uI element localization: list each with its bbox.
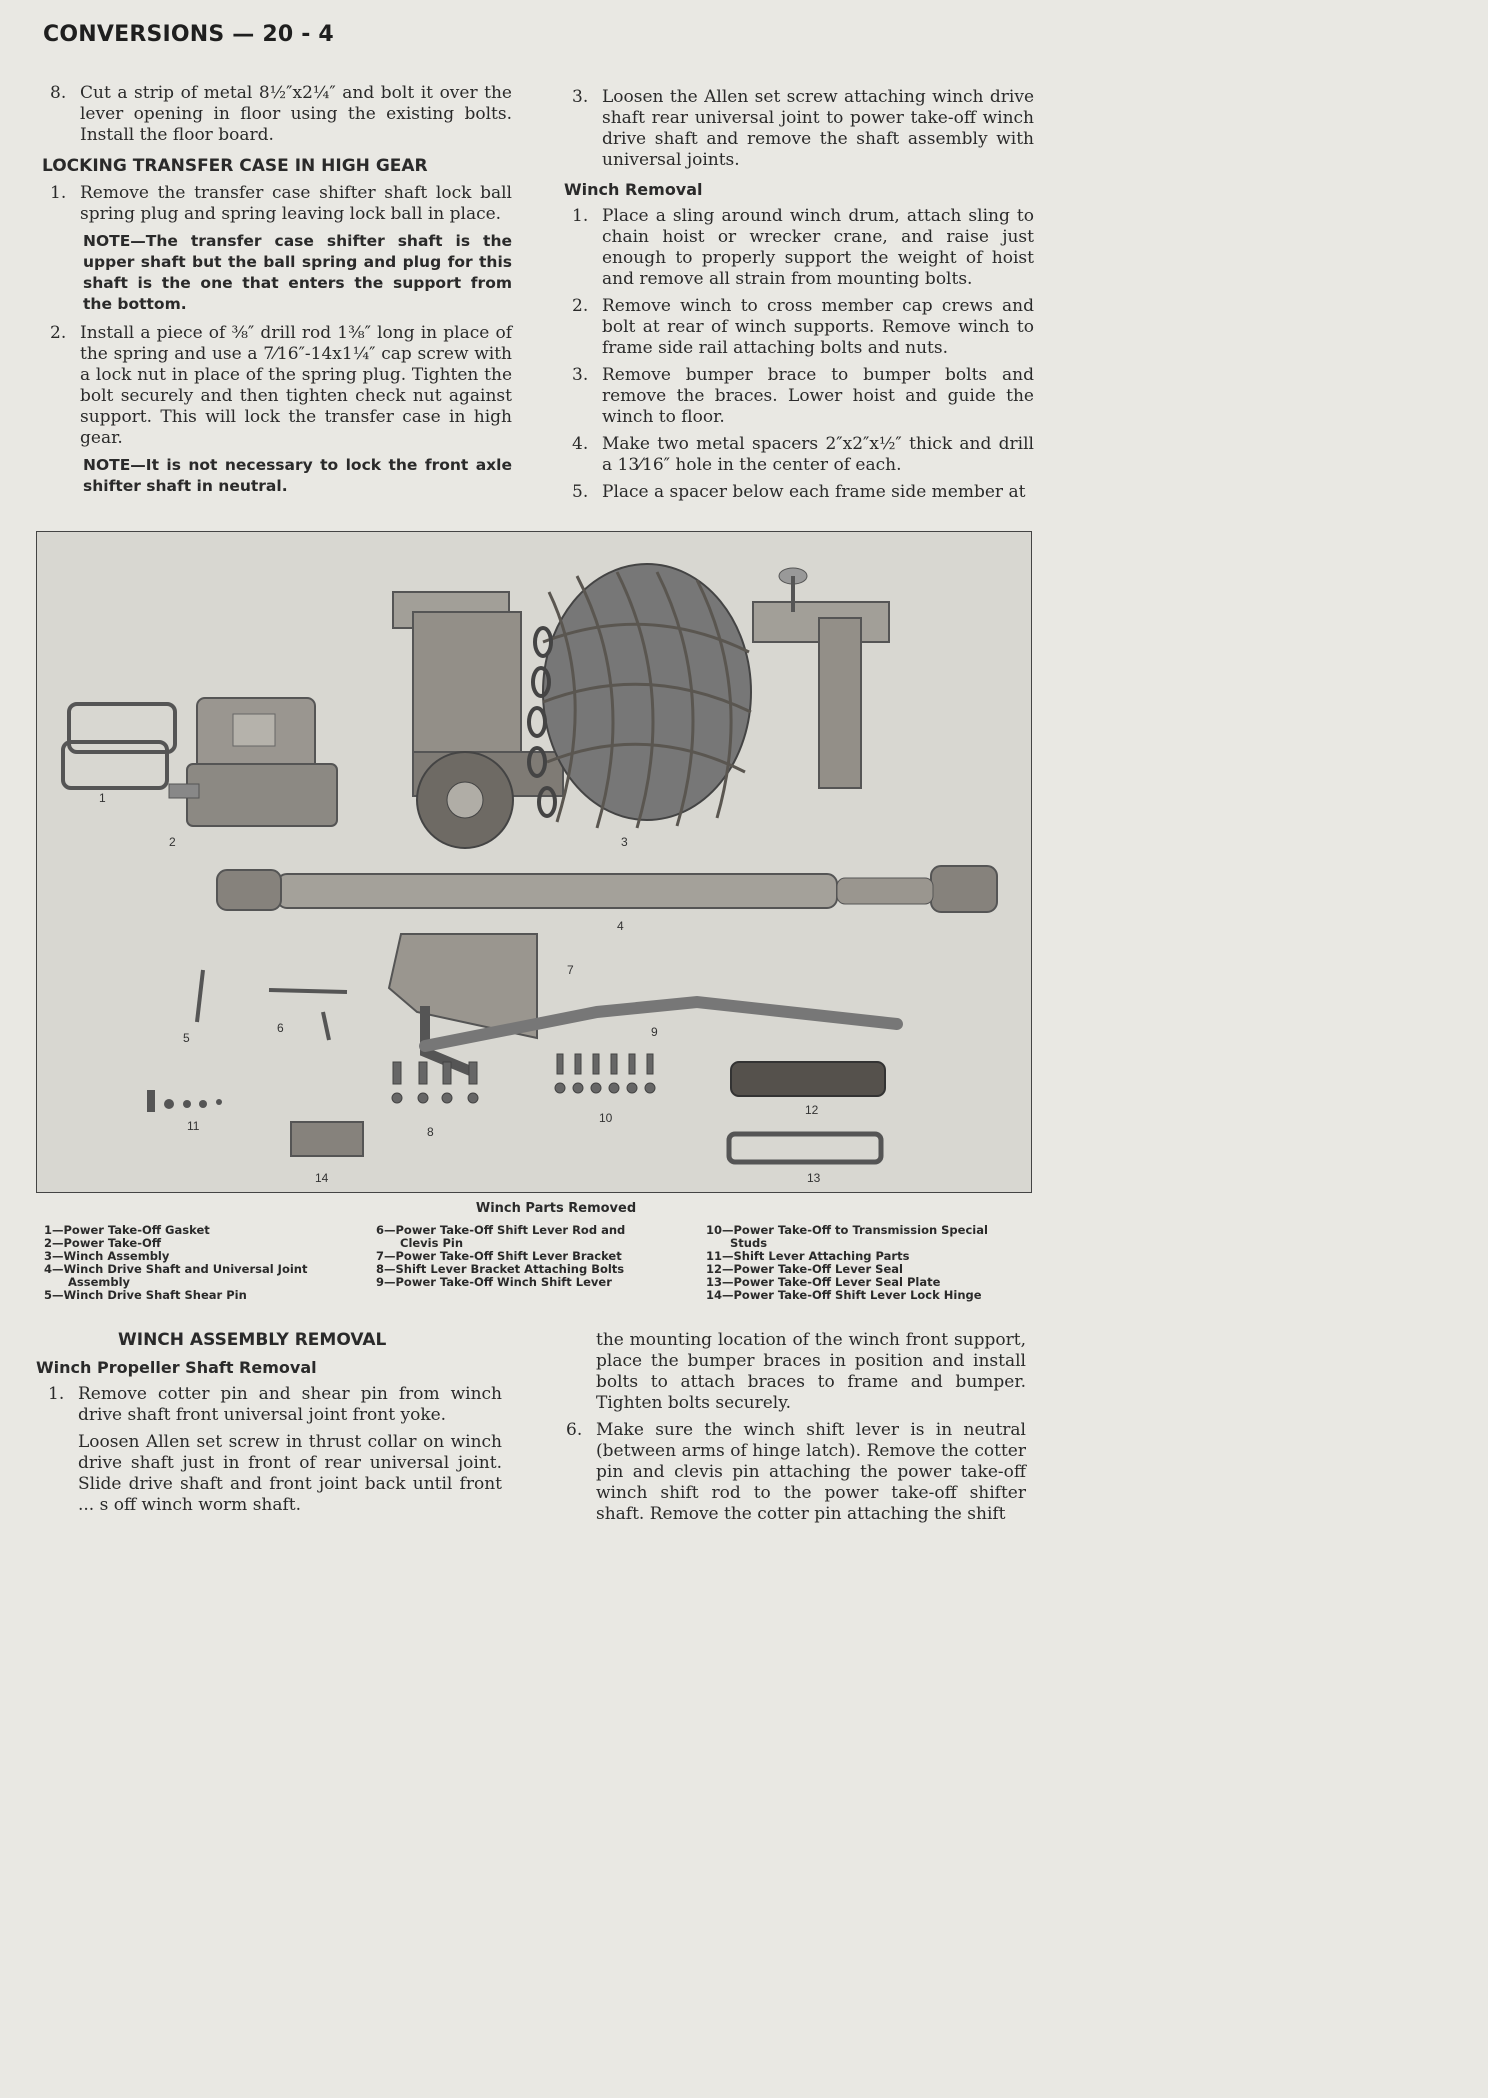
section-heading-winch-assembly: WINCH ASSEMBLY REMOVAL: [118, 1330, 387, 1350]
section-heading-locking: LOCKING TRANSFER CASE IN HIGH GEAR: [42, 156, 428, 176]
legend-entry: Studs: [730, 1236, 768, 1250]
step-8: [50, 83, 512, 146]
figure-caption: Winch Parts Removed: [475, 1201, 637, 1216]
lever-seal-part: [731, 1062, 885, 1096]
propeller-step-1: [48, 1384, 502, 1426]
legend-column-2: [376, 1224, 676, 1289]
figure-label-7: 7: [567, 963, 574, 977]
note-shifter-shaft: NOTE—The transfer case shifter shaft is the upper shaft but the ball spring and plug for this shaft is the one that enters the support from the bottom.: [83, 232, 512, 313]
legend-entry: 1—Power Take-Off Gasket: [44, 1223, 210, 1237]
legend-entry: 6—Power Take-Off Shift Lever Rod and: [376, 1223, 626, 1237]
figure-label-5: 5: [183, 1031, 190, 1045]
figure-label-14: 14: [315, 1171, 329, 1185]
step-text: Install a piece of ⅜″ drill rod 1⅜″ long in place of the spring and use a 7⁄16″-14x1¼″ cap screw with a lock nut in place of the spring plug. Tighten the bolt securely and then tighten check nut against support. This will lock the transfer case in high gear.: [80, 323, 512, 448]
left-top-column: [42, 83, 512, 505]
legend-entry: 9—Power Take-Off Winch Shift Lever: [376, 1275, 612, 1289]
attaching-parts-part: [147, 1090, 222, 1112]
subheading-propeller-shaft: Winch Propeller Shaft Removal: [36, 1358, 317, 1377]
step-number: 2.: [50, 323, 67, 343]
step-text: Make two metal spacers 2″x2″x½″ thick and drill a 13⁄16″ hole in the center of each.: [602, 434, 1034, 475]
figure-label-3: 3: [621, 835, 628, 849]
legend-column-3: [706, 1224, 1036, 1302]
step-number: 4.: [572, 434, 589, 454]
gasket-part: [63, 704, 175, 788]
legend-entry: 13—Power Take-Off Lever Seal Plate: [706, 1275, 941, 1289]
section-heading-winch-removal: Winch Removal: [564, 180, 703, 199]
figure-label-9: 9: [651, 1025, 658, 1039]
figure-label-12: 12: [805, 1103, 819, 1117]
figure-label-11: 11: [187, 1119, 200, 1133]
parts-illustration: [37, 532, 1031, 1192]
step-number: 8.: [50, 83, 67, 103]
right-top-column: [564, 87, 1034, 509]
note-front-axle: NOTE—It is not necessary to lock the front axle shifter shaft in neutral.: [83, 456, 512, 495]
step-text: Loosen the Allen set screw attaching winch drive shaft rear universal joint to power take-off winch drive shaft and remove the shaft assembly with universal joints.: [602, 87, 1034, 170]
figure-label-4: 4: [617, 919, 624, 933]
winch-step-6: [566, 1420, 1026, 1525]
legend-entry: 14—Power Take-Off Shift Lever Lock Hinge: [706, 1288, 982, 1302]
seal-plate-part: [729, 1134, 881, 1162]
step-text: Place a spacer below each frame side member at: [602, 482, 1026, 502]
page-header: CONVERSIONS — 20 - 4: [43, 22, 334, 47]
step-text: Place a sling around winch drum, attach sling to chain hoist or wrecker crane, and raise just enough to properly support the weight of hoist and remove all strain from mounting bolts.: [602, 206, 1034, 289]
winch-step-1: [572, 206, 1034, 290]
legend-entry: 4—Winch Drive Shaft and Universal Joint: [44, 1262, 308, 1276]
power-take-off-part: [169, 698, 337, 826]
propeller-step-2: Loosen Allen set screw in thrust collar on winch drive shaft just in front of rear universal joint. Slide drive shaft and front joint back until front ... s off winch worm shaft.: [78, 1432, 502, 1515]
shear-pin-part: [197, 970, 203, 1022]
legend-entry: 10—Power Take-Off to Transmission Special: [706, 1223, 988, 1237]
legend-entry: 11—Shift Lever Attaching Parts: [706, 1249, 910, 1263]
step-number: 1.: [48, 1384, 65, 1404]
step-number: 3.: [572, 87, 589, 107]
legend-entry: 2—Power Take-Off: [44, 1236, 162, 1250]
step-number: 3.: [572, 365, 589, 385]
right-bottom-column: [566, 1330, 1026, 1531]
legend-entry: Assembly: [68, 1275, 131, 1289]
figure-label-10: 10: [599, 1111, 613, 1125]
legend-entry: 8—Shift Lever Bracket Attaching Bolts: [376, 1262, 625, 1276]
figure-label-13: 13: [807, 1171, 821, 1185]
step-5-continued: the mounting location of the winch front support, place the bumper braces in position and install bolts to attach braces to frame and bumper. Tighten bolts securely.: [596, 1330, 1026, 1413]
legend-entry: 12—Power Take-Off Lever Seal: [706, 1262, 903, 1276]
step-text: Remove cotter pin and shear pin from winch drive shaft front universal joint front yoke.: [78, 1384, 502, 1425]
legend-entry: 7—Power Take-Off Shift Lever Bracket: [376, 1249, 622, 1263]
step-text: Remove winch to cross member cap crews and bolt at rear of winch supports. Remove winch to frame side rail attaching bolts and nuts.: [602, 296, 1034, 358]
step-text: Make sure the winch shift lever is in neutral (between arms of hinge latch). Remove the cotter pin and clevis pin attaching the power take-off winch shift rod to the power take-off shifter shaft. Remove the cotter pin attaching the shift: [596, 1420, 1026, 1524]
step-text: Remove bumper brace to bumper bolts and remove the braces. Lower hoist and guide the winch to floor.: [602, 365, 1034, 427]
drive-shaft-part: [217, 866, 997, 912]
legend-entry: 5—Winch Drive Shaft Shear Pin: [44, 1288, 247, 1302]
figure-label-8: 8: [427, 1125, 434, 1139]
lever-bracket-part: [389, 934, 537, 1072]
step-1: [50, 183, 512, 225]
figure-label-6: 6: [277, 1021, 284, 1035]
winch-step-2: [572, 296, 1034, 359]
step-number: 1.: [50, 183, 67, 203]
figure-label-1: 1: [99, 791, 106, 805]
winch-assembly-part: [393, 564, 889, 848]
winch-step-5: [572, 482, 1034, 503]
step-2: [50, 323, 512, 449]
figure-label-2: 2: [169, 835, 176, 849]
left-bottom-column: [36, 1324, 502, 1522]
legend-column-1: [44, 1224, 344, 1302]
step-number: 5.: [572, 482, 589, 502]
step-number: 6.: [566, 1420, 583, 1440]
legend-entry: Clevis Pin: [400, 1236, 464, 1250]
winch-step-4: [572, 434, 1034, 476]
lock-hinge-part: [291, 1122, 363, 1156]
step-number: 1.: [572, 206, 589, 226]
special-studs-part: [555, 1054, 655, 1093]
step-3-allen: [572, 87, 1034, 171]
winch-parts-photo: [36, 531, 1032, 1193]
step-text: Cut a strip of metal 8½″x2¼″ and bolt it over the lever opening in floor using the existing bolts. Install the floor board.: [80, 83, 512, 145]
step-text: Remove the transfer case shifter shaft lock ball spring plug and spring leaving lock ball in place.: [80, 183, 512, 224]
step-number: 2.: [572, 296, 589, 316]
winch-step-3: [572, 365, 1034, 428]
legend-entry: 3—Winch Assembly: [44, 1249, 170, 1263]
